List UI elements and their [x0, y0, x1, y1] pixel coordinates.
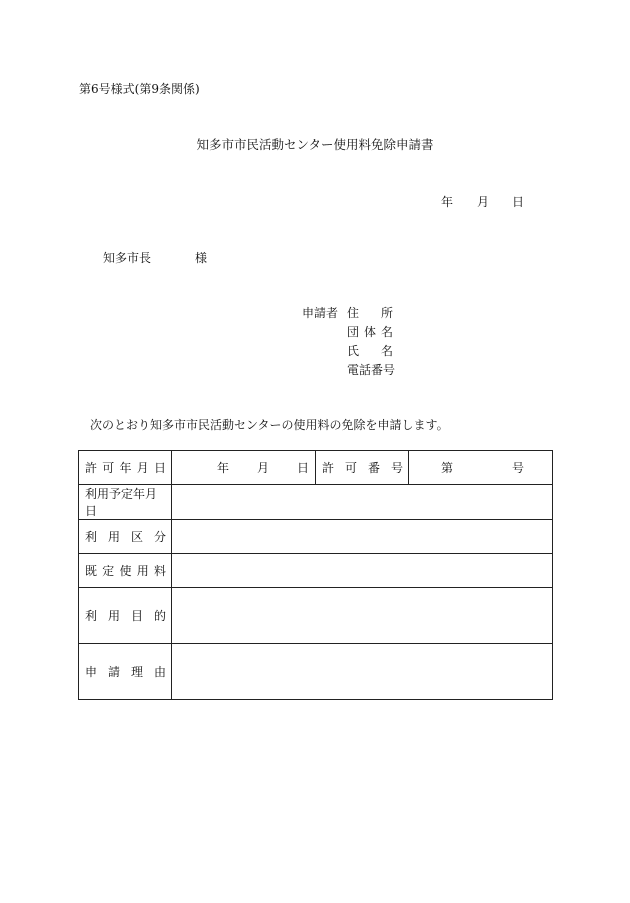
permit-date-label-cell: [79, 451, 172, 485]
permit-number-value-cell[interactable]: [409, 451, 553, 485]
document-title: 知多市市民活動センター使用料免除申請書: [196, 137, 434, 152]
application-reason-value-cell[interactable]: [172, 644, 553, 700]
usage-category-label: 利 用 区 分: [85, 530, 166, 544]
row-label-cell: [79, 588, 172, 644]
usage-purpose-value-cell[interactable]: [172, 588, 553, 644]
date-year-label: 年: [441, 195, 454, 209]
addressee-suffix: 様: [195, 251, 208, 265]
row-label-cell: [79, 644, 172, 700]
permit-number-label-cell: [316, 451, 409, 485]
permit-date-year: 年: [216, 461, 229, 475]
table-row: [79, 588, 553, 644]
usage-category-value-cell[interactable]: [172, 520, 553, 554]
form-number: 第6号様式(第9条関係): [79, 82, 200, 96]
table-row: [79, 451, 553, 485]
row-label-cell: [79, 520, 172, 554]
permit-number-label: 許 可 番 号: [322, 461, 403, 475]
scheduled-date-label: 利用予定年月日: [85, 487, 158, 518]
application-reason-label: 申 請 理 由: [85, 665, 166, 679]
scheduled-date-value-cell[interactable]: [172, 485, 553, 520]
applicant-label: 申請者: [302, 306, 339, 320]
permit-date-day: 日: [296, 461, 309, 475]
usage-purpose-label: 利 用 目 的: [85, 609, 166, 623]
row-label-cell: [79, 485, 172, 520]
standard-fee-value-cell[interactable]: [172, 554, 553, 588]
row-label-cell: [79, 554, 172, 588]
permit-number-prefix: 第: [441, 461, 454, 475]
date-month-label: 月: [477, 195, 490, 209]
applicant-field-name: 氏 名: [347, 344, 393, 358]
standard-fee-label: 既 定 使 用 料: [85, 564, 166, 578]
table-row: [79, 520, 553, 554]
permit-date-label: 許 可 年 月 日: [85, 461, 166, 475]
permit-date-month: 月: [256, 461, 269, 475]
table-row: [79, 554, 553, 588]
permit-number-suffix: 号: [511, 461, 524, 475]
table-row: [79, 485, 553, 520]
applicant-field-organization: 団 体 名: [347, 325, 393, 339]
date-day-label: 日: [512, 195, 525, 209]
intro-text: 次のとおり知多市市民活動センターの使用料の免除を申請します。: [90, 418, 449, 432]
applicant-field-phone: 電話番号: [347, 363, 396, 377]
table-row: [79, 644, 553, 700]
application-table: [78, 450, 553, 700]
applicant-field-address: 住 所: [347, 306, 393, 320]
permit-date-value-cell[interactable]: [172, 451, 316, 485]
addressee-name: 知多市長: [103, 251, 152, 265]
